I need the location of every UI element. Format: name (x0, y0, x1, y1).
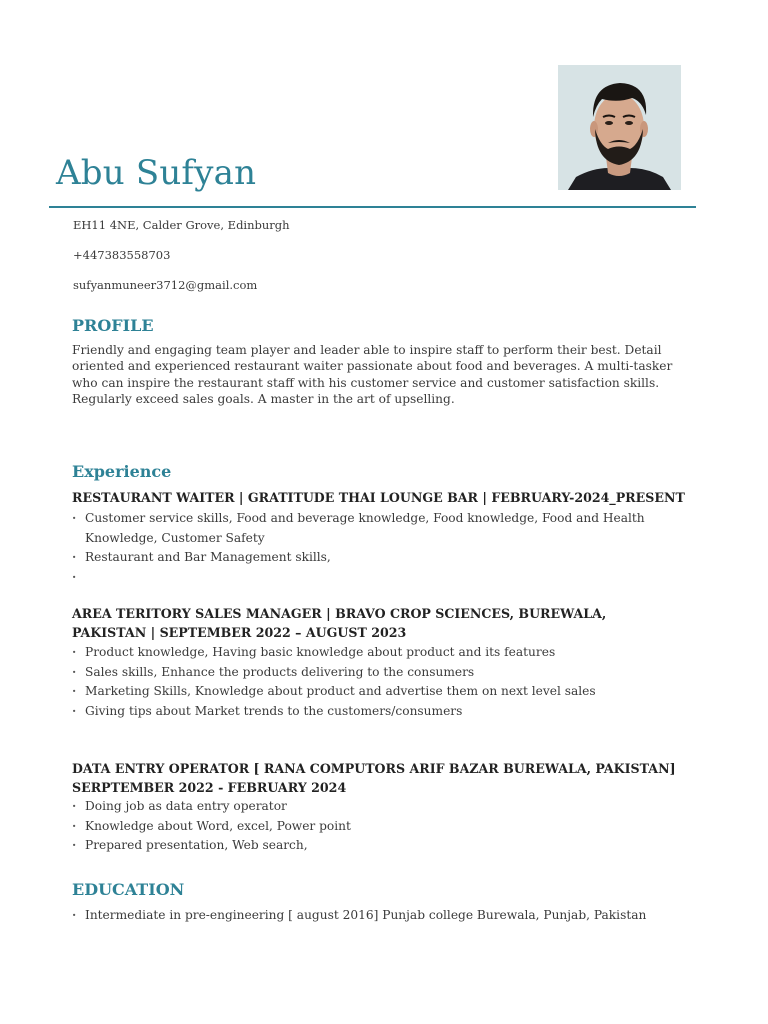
job-title-data-entry (72, 759, 692, 797)
list-item: · Restaurant and Bar Management skills, (72, 548, 702, 568)
job-title-line: SERPTEMBER 2022 - FEBRUARY 2024 (72, 780, 347, 795)
education-heading: EDUCATION (72, 880, 185, 899)
contact-email: sufyanmuneer3712@gmail.com (73, 278, 258, 292)
list-item: · Doing job as data entry operator (72, 797, 702, 817)
job-bullets-data-entry (72, 797, 702, 856)
experience-heading: Experience (72, 462, 172, 481)
job-bullets-restaurant-waiter (72, 509, 702, 587)
profile-summary: Friendly and engaging team player and leader able to inspire staff to perform their best. Detail oriented and experienced restaurant waiter passionate about food and beverages. A multi-tasker who can inspire the restaurant staff with his customer service and customer satisfaction skills. Regularly exceed sales goals. A master in the art of upselling. (72, 343, 673, 407)
resume-name: Abu Sufyan (56, 153, 257, 193)
contact-address: EH11 4NE, Calder Grove, Edinburgh (73, 218, 290, 232)
job-title-sales-manager (72, 604, 692, 642)
profile-heading: PROFILE (72, 316, 154, 335)
job-title-line: PAKISTAN | SEPTEMBER 2022 – AUGUST 2023 (72, 625, 407, 640)
header-divider (49, 206, 696, 208)
job-bullets-sales-manager (72, 643, 702, 721)
list-item: · Marketing Skills, Knowledge about product and advertise them on next level sales (72, 682, 702, 702)
portrait-image (558, 65, 681, 190)
list-item: · Giving tips about Market trends to the customers/consumers (72, 702, 702, 722)
job-title-restaurant-waiter: RESTAURANT WAITER | GRATITUDE THAI LOUNGE BAR | FEBRUARY-2024_PRESENT (72, 490, 685, 505)
job-title-line: DATA ENTRY OPERATOR [ RANA COMPUTORS ARIF BAZAR BUREWALA, PAKISTAN] (72, 761, 676, 776)
contact-phone: +447383558703 (73, 248, 171, 262)
list-item: · Intermediate in pre-engineering [ august 2016] Punjab college Burewala, Punjab, Pakistan (72, 906, 702, 926)
list-item: · Product knowledge, Having basic knowledge about product and its features (72, 643, 702, 663)
profile-photo (558, 65, 681, 190)
list-item: · Sales skills, Enhance the products delivering to the consumers (72, 663, 702, 683)
job-title-line: AREA TERITORY SALES MANAGER | BRAVO CROP SCIENCES, BUREWALA, (72, 606, 607, 621)
list-item: · Prepared presentation, Web search, (72, 836, 702, 856)
list-item: · Customer service skills, Food and beverage knowledge, Food knowledge, Food and Health Knowledge, Customer Safety (72, 509, 702, 548)
list-item: · Knowledge about Word, excel, Power point (72, 817, 702, 837)
list-item (72, 568, 702, 588)
education-list (72, 906, 702, 926)
